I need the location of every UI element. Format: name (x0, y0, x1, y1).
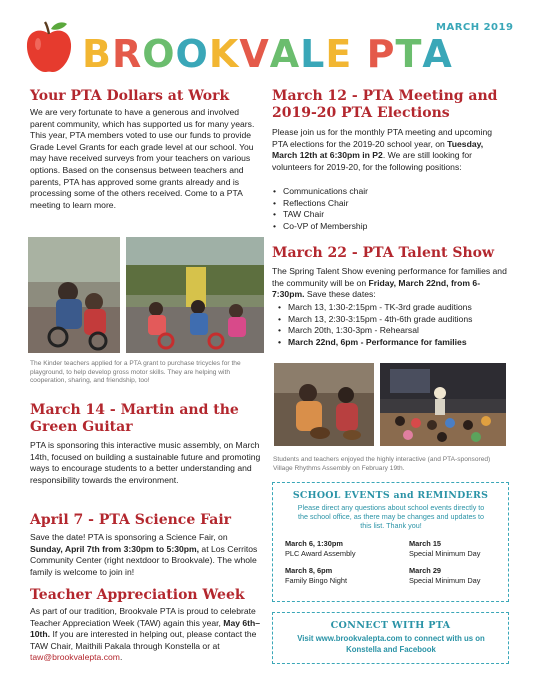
talent-body-text-b: Save these dates: (304, 289, 376, 300)
masthead-letter: T (395, 32, 423, 76)
event-item (409, 566, 507, 585)
kinder-photo-1 (28, 237, 120, 353)
event-item (409, 539, 507, 558)
event-date: March 29 (409, 566, 442, 575)
science-title: April 7 - PTA Science Fair (30, 512, 232, 528)
assembly-caption: Students and teachers enjoyed the highly interactive (and PTA-sponsored) Village Rhythms Assembly on February 19th. (273, 456, 491, 472)
masthead-letter: R (111, 32, 143, 76)
elections-date: Tuesday, March 12th at 6:30pm in P2 (272, 138, 484, 161)
assembly-photo-2 (380, 363, 506, 446)
elections-body-text-a: Please join us for the monthly PTA meeting and upcoming PTA elections for the 2019-20 school year, on (272, 127, 493, 149)
event-date: March 6, 1:30pm (285, 539, 343, 548)
taw-email-link[interactable]: taw@brookvalepta.com (30, 652, 120, 663)
event-name: PLC Award Assembly (285, 548, 356, 558)
events-subtitle: Please direct any questions about school events directly to the school office, as there may be changes and updates to this list. Thank you! (297, 503, 485, 531)
list-item: • Co-VP of Membership (273, 221, 503, 233)
list-item: • March 22nd, 6pm - Performance for families (278, 337, 510, 349)
event-date: March 15 (409, 539, 442, 548)
masthead-letter (352, 32, 366, 76)
talent-date: Friday, March 22nd, from 6-7:30pm. (272, 277, 481, 300)
assembly-photo-1 (274, 363, 374, 446)
event-date: March 8, 6pm (285, 566, 333, 575)
elections-body (272, 127, 510, 173)
masthead-letter: A (269, 32, 301, 76)
teacher-body-text-b: If you are interested in helping out, please contact the TAW Chair, Maithili Pakala through Konstella or at (30, 629, 257, 651)
masthead-letter: L (300, 32, 326, 76)
event-name: Special Minimum Day (409, 575, 481, 585)
elections-body-text-b: . We are still looking for volunteers for 2019-20, for the following positions: (272, 150, 472, 172)
masthead-title (82, 32, 453, 78)
masthead-letter: K (208, 32, 240, 76)
list-item: • TAW Chair (273, 209, 503, 221)
talent-body (272, 266, 510, 301)
talent-dates-list (278, 302, 510, 348)
teacher-body (30, 606, 266, 664)
list-item: • March 13, 2:30-3:15pm - 4th-6th grade auditions (278, 314, 510, 326)
connect-title: CONNECT WITH PTA (330, 620, 451, 631)
masthead-letter: P (366, 32, 396, 76)
list-item: • March 13, 1:30-2:15pm - TK-3rd grade auditions (278, 302, 510, 314)
connect-text-b: to connect with us on Konstella and Facebook (346, 634, 485, 654)
masthead-letter: V (239, 32, 270, 76)
website-link[interactable]: www.brookvalepta.com (315, 634, 403, 643)
event-item (285, 566, 395, 585)
science-body-text-b: at Los Cerritos Community Center (right nextdoor to Brookvale). The whole family is welcome to join in! (30, 543, 258, 577)
teacher-body-text-a: As part of our tradition, Brookvale PTA is proud to celebrate Teacher Appreciation Week (TAW) again this year, (30, 606, 256, 628)
masthead-letter: O (142, 32, 176, 76)
event-name: Family Bingo Night (285, 575, 348, 585)
guitar-title: March 14 - Martin and the Green Guitar (30, 402, 239, 435)
connect-box (272, 612, 509, 664)
masthead-letter: B (82, 32, 112, 76)
talent-title: March 22 - PTA Talent Show (272, 245, 495, 261)
masthead (0, 0, 537, 86)
science-date: Sunday, April 7th from 3:30pm to 5:30pm, (30, 543, 200, 554)
guitar-body: PTA is sponsoring this interactive music assembly, on March 14th, focused on building a sustainable future and promoting ways to encourage students to a better understanding and responsibility towards the environment. (30, 440, 261, 485)
elections-title: March 12 - PTA Meeting and 2019-20 PTA Elections (272, 88, 498, 121)
masthead-letter: E (325, 32, 353, 76)
masthead-letter: A (422, 32, 453, 76)
teacher-body-end: . (119, 652, 123, 663)
science-body (30, 532, 262, 578)
teacher-title: Teacher Appreciation Week (30, 587, 245, 603)
event-item (285, 539, 395, 558)
events-box (272, 482, 509, 602)
event-name: Special Minimum Day (409, 548, 481, 558)
kinder-photo-2 (126, 237, 264, 353)
list-item: • Reflections Chair (273, 198, 503, 210)
connect-text-a: Visit (297, 634, 316, 643)
dollars-body: We are very fortunate to have a generous and involved parent community, which has supported us for many years. This year, PTA members voted to use our funds to provide Grade Level Grants for each grade level at our school. You may have received surveys from your teachers on various options. Based on the consensus between teachers and parents, PTA has approved some grants already and is processing some of the others received. Come to a PTA meeting to learn more. (30, 107, 255, 210)
list-item: • Communications chair (273, 186, 503, 198)
dollars-title: Your PTA Dollars at Work (30, 88, 230, 104)
apple-icon (24, 20, 74, 74)
connect-text (283, 634, 499, 655)
talent-body-text-a: The Spring Talent Show evening performance for families and the community will be on (272, 266, 507, 288)
events-title: SCHOOL EVENTS and REMINDERS (292, 490, 489, 501)
kinder-caption: The Kinder teachers applied for a PTA grant to purchase tricycles for the playground, to help develop gross motor skills. They are helping with cooperation, sharing, and friendship, too! (30, 360, 241, 385)
list-item: • March 20th, 1:30-3pm - Rehearsal (278, 325, 510, 337)
issue-date: MARCH 2019 (436, 22, 514, 33)
teacher-dates: May 6th–10th. (30, 617, 261, 640)
masthead-letter: O (175, 32, 209, 76)
science-body-text-a: Save the date! PTA is sponsoring a Science Fair, on (30, 532, 228, 542)
positions-list (273, 186, 503, 232)
